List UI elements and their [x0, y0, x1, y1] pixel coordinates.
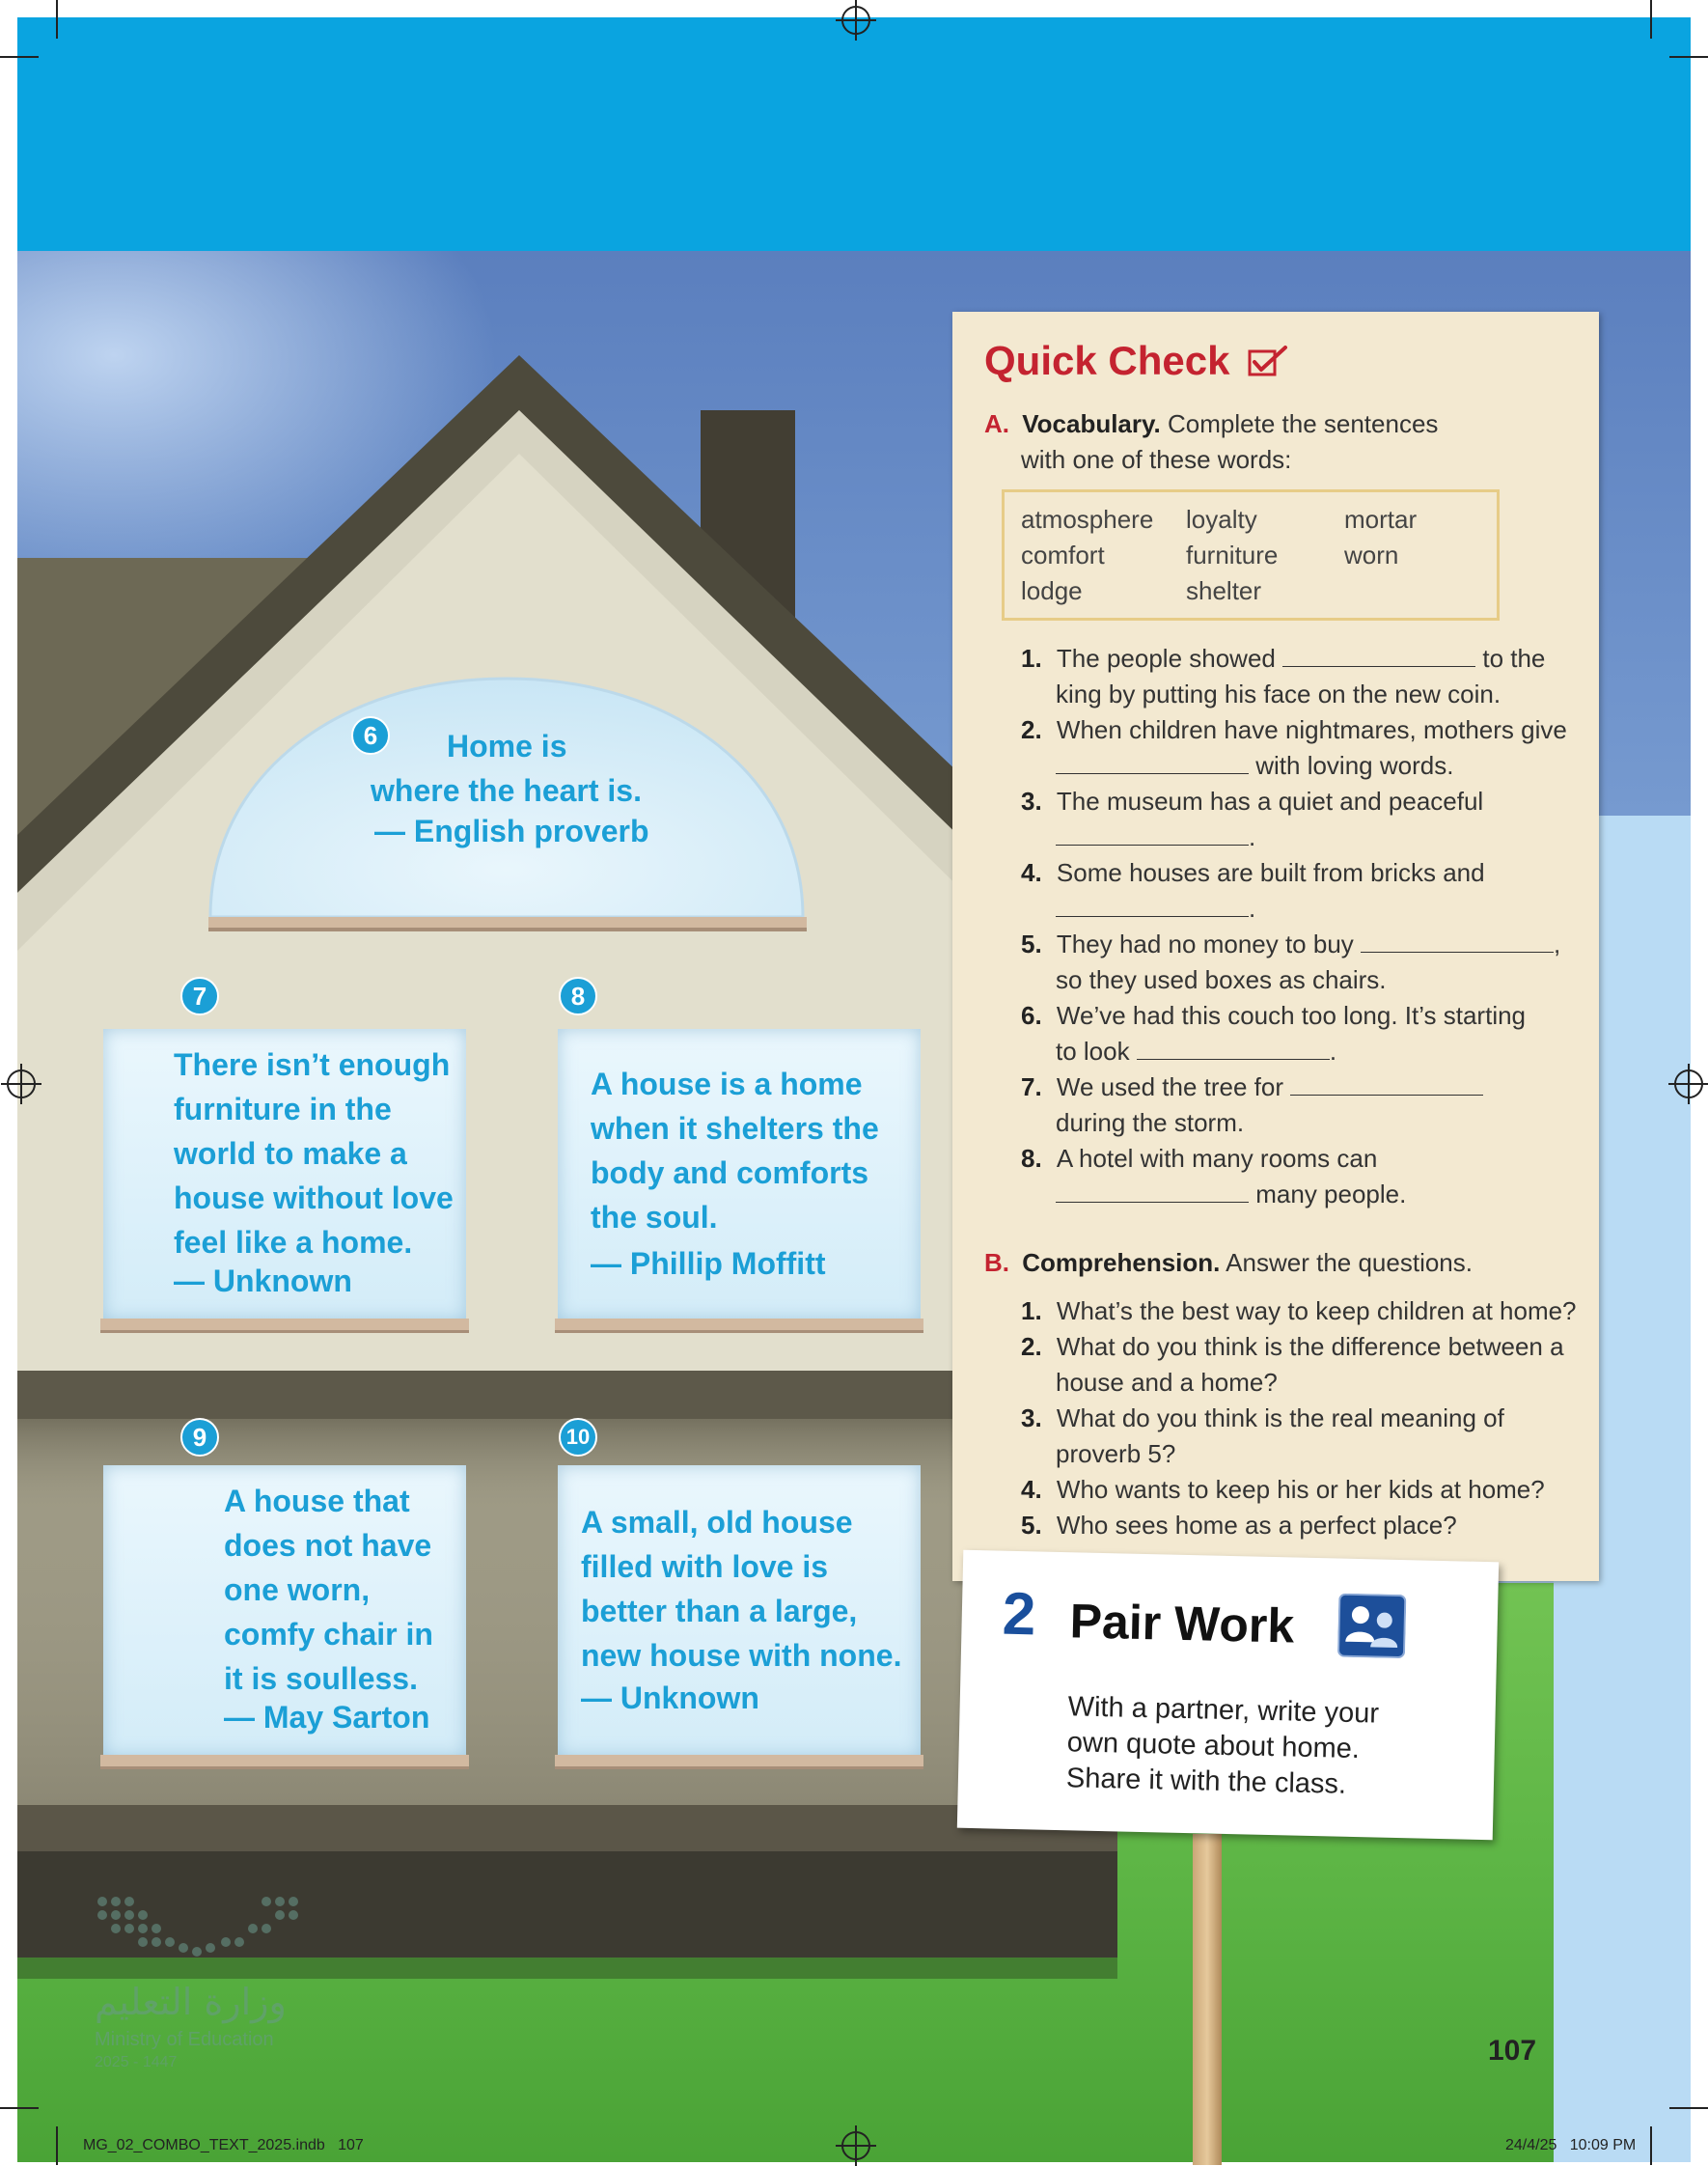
vocab-item-1-line-2: king by putting his face on the new coin. [1056, 680, 1501, 708]
item-text: Who wants to keep his or her kids at home? [1056, 1475, 1545, 1504]
quote-6 [371, 724, 648, 853]
section-a-instruction: Complete the sentences [1168, 409, 1439, 438]
quote-number-badge-9: 9 [180, 1418, 219, 1457]
item-text: . [1329, 1037, 1337, 1066]
section-b-instruction: Answer the questions. [1226, 1248, 1473, 1277]
section-a-title: Vocabulary. [1022, 409, 1161, 438]
quote-line: furniture in the [174, 1092, 392, 1126]
vocab-item-8-line-2 [1056, 1177, 1406, 1212]
quick-check-title [984, 338, 1289, 384]
quote-line: new house with none. [581, 1638, 902, 1673]
window-sill-8 [555, 1319, 923, 1333]
answer-blank [1056, 752, 1249, 774]
quote-attribution: — Unknown [174, 1264, 352, 1298]
vocab-item-5 [1021, 927, 1560, 962]
quote-line: A house that [224, 1484, 410, 1518]
item-number: 5. [1021, 930, 1042, 958]
footer-timestamp: 24/4/25 10:09 PM [1505, 2137, 1637, 2153]
quote-attribution: — Phillip Moffitt [591, 1246, 826, 1281]
quote-line: better than a large, [581, 1594, 858, 1628]
quote-number-badge-10: 10 [559, 1418, 597, 1457]
quote-number-badge-6: 6 [351, 716, 390, 755]
quote-line: world to make a [174, 1136, 407, 1171]
quote-line: house without love [174, 1180, 454, 1215]
vocab-item-2 [1021, 712, 1567, 748]
section-b-title: Comprehension. [1022, 1248, 1221, 1277]
quote-line: comfy chair in [224, 1617, 433, 1652]
item-number: 3. [1021, 787, 1042, 816]
item-text: What’s the best way to keep children at home? [1056, 1296, 1577, 1325]
comp-item-3 [1021, 1401, 1504, 1436]
quote-7 [174, 1042, 454, 1303]
item-number: 7. [1021, 1072, 1042, 1101]
answer-blank [1056, 895, 1249, 917]
item-text: . [1249, 894, 1256, 923]
pair-work-title: Pair Work [1069, 1594, 1295, 1653]
quote-line: There isn’t enough [174, 1047, 451, 1082]
item-text: What do you think is the real meaning of [1056, 1403, 1504, 1432]
word-loyalty: loyalty [1186, 505, 1257, 534]
vocab-item-6-line-2 [1056, 1034, 1336, 1069]
pair-work-line: own quote about home. [1066, 1727, 1361, 1765]
item-text: We used the tree for [1056, 1072, 1284, 1101]
item-text: with loving words. [1255, 751, 1454, 780]
item-text: A hotel with many rooms can [1056, 1144, 1378, 1173]
quote-line: where the heart is. [371, 773, 642, 808]
quote-line: it is soulless. [224, 1661, 418, 1696]
vocab-item-3 [1021, 784, 1483, 819]
item-text: The people showed [1056, 644, 1276, 673]
item-text: Who sees home as a perfect place? [1056, 1511, 1457, 1540]
ministry-logo-dots [95, 1894, 307, 1961]
answer-blank [1290, 1073, 1483, 1096]
item-text: The museum has a quiet and peaceful [1056, 787, 1484, 816]
quick-check-title-text: Quick Check [984, 338, 1230, 383]
quote-line: A small, old house [581, 1505, 853, 1540]
item-number: 6. [1021, 1001, 1042, 1030]
vocab-item-7-line-2: during the storm. [1056, 1108, 1245, 1137]
quote-attribution: — English proverb [374, 814, 649, 848]
pair-work-card [957, 1550, 1499, 1841]
crop-mark [56, 0, 58, 39]
crop-mark [1650, 2126, 1652, 2165]
quote-line: filled with love is [581, 1549, 829, 1584]
quote-10 [581, 1500, 901, 1720]
vocab-item-7 [1021, 1069, 1483, 1105]
quote-8 [591, 1062, 879, 1286]
comp-item-4 [1021, 1472, 1545, 1508]
quote-attribution: — May Sarton [224, 1700, 430, 1735]
section-a-instruction-line-2: with one of these words: [1021, 445, 1292, 474]
word-shelter: shelter [1186, 576, 1262, 605]
vocab-item-4-line-2 [1056, 891, 1255, 927]
ministry-arabic-name: وزارة التعليم [95, 1981, 287, 2023]
registration-mark-left [7, 1069, 36, 1098]
item-number: 3. [1021, 1403, 1042, 1432]
pair-people-icon [1337, 1594, 1406, 1659]
registration-mark-right [1674, 1069, 1703, 1098]
page-number: 107 [1488, 2035, 1537, 2067]
registration-mark-top [841, 6, 870, 35]
quote-number-badge-8: 8 [559, 977, 597, 1015]
quote-line: body and comforts [591, 1155, 869, 1190]
quote-9 [224, 1479, 433, 1739]
quote-number-badge-7: 7 [180, 977, 219, 1015]
quote-line: A house is a home [591, 1067, 863, 1101]
item-text: Some houses are built from bricks and [1056, 858, 1485, 887]
answer-blank [1282, 645, 1475, 667]
item-text: . [1249, 822, 1256, 851]
word-furniture: furniture [1186, 541, 1279, 569]
quote-line: Home is [447, 729, 567, 764]
crop-mark [0, 2107, 39, 2109]
window-sill-7 [100, 1319, 469, 1333]
vocab-item-4 [1021, 855, 1485, 891]
item-number: 1. [1021, 644, 1042, 673]
crop-mark [1669, 56, 1708, 58]
quote-attribution: — Unknown [581, 1680, 759, 1715]
comp-item-2-line-2: house and a home? [1056, 1368, 1278, 1397]
word-lodge: lodge [1021, 576, 1083, 605]
vocab-item-2-line-2 [1056, 748, 1453, 784]
pair-work-line: Share it with the class. [1065, 1763, 1347, 1800]
word-worn: worn [1344, 541, 1399, 569]
section-a-heading [984, 406, 1438, 442]
quote-line: feel like a home. [174, 1225, 413, 1260]
footer-file-info: MG_02_COMBO_TEXT_2025.indb 107 [83, 2137, 364, 2153]
word-atmosphere: atmosphere [1021, 505, 1154, 534]
ministry-english-name: Ministry of Education [95, 2029, 274, 2050]
registration-mark-bottom [841, 2131, 870, 2160]
quote-line: when it shelters the [591, 1111, 879, 1146]
pair-work-instructions [1066, 1689, 1380, 1803]
window-sill-9 [100, 1755, 469, 1769]
item-number: 4. [1021, 858, 1042, 887]
comp-item-2 [1021, 1329, 1564, 1365]
item-number: 4. [1021, 1475, 1042, 1504]
section-b-heading [984, 1245, 1473, 1281]
vocab-item-3-line-2 [1056, 819, 1255, 855]
comp-item-5 [1021, 1508, 1457, 1543]
window-sill-10 [555, 1755, 923, 1769]
item-number: 8. [1021, 1144, 1042, 1173]
word-mortar: mortar [1344, 505, 1418, 534]
pair-work-line: With a partner, write your [1067, 1691, 1380, 1730]
crop-mark [56, 2126, 58, 2165]
item-text: We’ve had this couch too long. It’s starting [1056, 1001, 1527, 1030]
answer-blank [1361, 930, 1554, 953]
item-number: 2. [1021, 715, 1042, 744]
ministry-year: 2025 - 1447 [95, 2054, 178, 2070]
vocab-item-5-line-2: so they used boxes as chairs. [1056, 965, 1387, 994]
crop-mark [0, 56, 39, 58]
item-number: 1. [1021, 1296, 1042, 1325]
crop-mark [1650, 0, 1652, 39]
item-text: When children have nightmares, mothers give [1056, 715, 1567, 744]
item-text: They had no money to buy [1056, 930, 1354, 958]
checkbox-check-icon [1247, 344, 1289, 378]
sign-post [1193, 1834, 1222, 2165]
answer-blank [1056, 823, 1249, 846]
section-b-letter: B. [984, 1248, 1009, 1277]
vocab-item-6 [1021, 998, 1526, 1034]
quote-line: does not have [224, 1528, 432, 1563]
answer-blank [1137, 1038, 1330, 1060]
pair-work-number: 2 [1002, 1580, 1037, 1649]
section-a-letter: A. [984, 409, 1009, 438]
item-text: to look [1056, 1037, 1130, 1066]
answer-blank [1056, 1180, 1249, 1203]
quote-line: the soul. [591, 1200, 718, 1235]
crop-mark [1669, 2107, 1708, 2109]
item-text: to the [1482, 644, 1546, 673]
vocab-item-1 [1021, 641, 1545, 677]
comp-item-3-line-2: proverb 5? [1056, 1439, 1176, 1468]
item-number: 2. [1021, 1332, 1042, 1361]
item-text: What do you think is the difference between a [1056, 1332, 1564, 1361]
item-text: , [1554, 930, 1561, 958]
vocab-item-8 [1021, 1141, 1377, 1177]
comp-item-1 [1021, 1293, 1577, 1329]
quote-line: one worn, [224, 1572, 371, 1607]
item-number: 5. [1021, 1511, 1042, 1540]
item-text: many people. [1255, 1180, 1407, 1208]
word-comfort: comfort [1021, 541, 1105, 569]
